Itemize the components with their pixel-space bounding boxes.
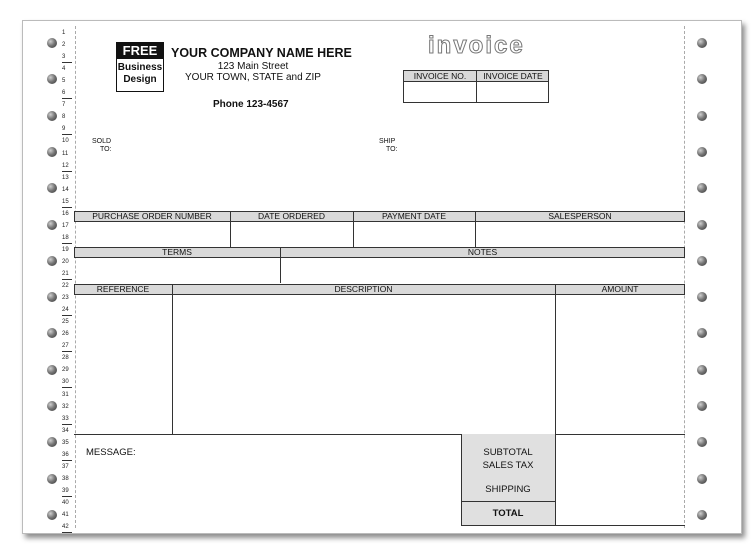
line-number: 3	[62, 54, 66, 61]
company-phone: Phone 123-4567	[213, 99, 289, 110]
line-number: 14	[62, 186, 69, 193]
tractor-hole-left	[47, 256, 57, 266]
invoice-date-label: INVOICE DATE	[483, 71, 543, 81]
date-ordered-header: DATE ORDERED	[258, 211, 325, 221]
left-perforation	[75, 26, 76, 528]
logo-free: FREE	[117, 43, 163, 59]
line-number-tick	[62, 207, 72, 208]
line-number: 7	[62, 102, 66, 109]
line-number: 17	[62, 222, 69, 229]
line-number-tick	[62, 279, 72, 280]
line-number: 16	[62, 210, 69, 217]
tractor-hole-left	[47, 111, 57, 121]
tractor-hole-left	[47, 38, 57, 48]
tractor-hole-right	[697, 401, 707, 411]
ship-to-label-1: SHIP	[379, 138, 396, 145]
line-number: 36	[62, 451, 69, 458]
tractor-hole-right	[697, 474, 707, 484]
line-number: 10	[62, 138, 69, 145]
line-number: 2	[62, 42, 66, 49]
line-number: 27	[62, 343, 69, 350]
line-number-tick	[62, 315, 72, 316]
line-number: 23	[62, 295, 69, 302]
tractor-hole-right	[697, 365, 707, 375]
item-divider-2	[555, 284, 556, 525]
tractor-hole-right	[697, 328, 707, 338]
tractor-hole-left	[47, 437, 57, 447]
item-divider-1	[172, 284, 173, 434]
tractor-hole-right	[697, 256, 707, 266]
line-number-tick	[62, 424, 72, 425]
logo	[116, 42, 164, 92]
item-bottom-line	[74, 434, 685, 435]
line-number: 21	[62, 271, 69, 277]
right-perforation	[684, 26, 685, 528]
terms-header: TERMS	[162, 247, 192, 257]
line-number-tick	[62, 62, 72, 63]
line-number: 37	[62, 463, 69, 470]
tractor-hole-right	[697, 74, 707, 84]
tractor-hole-left	[47, 292, 57, 302]
line-number: 38	[62, 475, 69, 482]
subtotal-label: SUBTOTAL	[483, 447, 533, 458]
tractor-hole-right	[697, 111, 707, 121]
company-city: YOUR TOWN, STATE and ZIP	[185, 72, 321, 83]
line-number: 9	[62, 126, 66, 133]
total-label: TOTAL	[492, 508, 524, 519]
tractor-hole-right	[697, 292, 707, 302]
tractor-hole-left	[47, 474, 57, 484]
sales-tax-label: SALES TAX	[482, 460, 534, 471]
line-number: 8	[62, 114, 66, 121]
line-number: 18	[62, 234, 69, 241]
sold-to-label-1: SOLD	[92, 138, 112, 145]
order-divider-1	[230, 211, 231, 247]
line-number: 4	[62, 66, 66, 73]
amount-header: AMOUNT	[601, 284, 639, 294]
line-number: 5	[62, 78, 66, 85]
line-number-tick	[62, 351, 72, 352]
tractor-hole-left	[47, 147, 57, 157]
line-number: 25	[62, 319, 69, 326]
tractor-hole-left	[47, 183, 57, 193]
line-number: 29	[62, 367, 69, 374]
line-number-tick	[62, 532, 72, 533]
line-number: 31	[62, 391, 69, 398]
line-number: 19	[62, 246, 69, 253]
line-number: 35	[62, 439, 69, 446]
terms-divider	[280, 247, 281, 283]
tractor-hole-left	[47, 74, 57, 84]
company-street: 123 Main Street	[217, 61, 289, 72]
total-divider	[461, 501, 555, 502]
line-number: 34	[62, 427, 69, 434]
line-number: 11	[62, 150, 69, 157]
line-number: 42	[62, 524, 69, 531]
line-number: 6	[62, 90, 66, 97]
line-number: 28	[62, 355, 69, 362]
line-number: 39	[62, 487, 69, 494]
order-divider-3	[475, 211, 476, 247]
tractor-hole-right	[697, 147, 707, 157]
line-number-tick	[62, 243, 72, 244]
line-number: 40	[62, 499, 69, 506]
total-bottom-line	[461, 525, 685, 526]
logo-business: Business	[117, 62, 163, 73]
notes-header: NOTES	[467, 247, 498, 257]
line-number: 13	[62, 174, 69, 181]
line-number: 30	[62, 379, 69, 386]
line-number-tick	[62, 171, 72, 172]
line-number: 24	[62, 307, 69, 314]
tractor-hole-left	[47, 510, 57, 520]
line-number-tick	[62, 98, 72, 99]
tractor-hole-left	[47, 328, 57, 338]
line-number: 20	[62, 258, 69, 265]
order-divider-2	[353, 211, 354, 247]
payment-date-header: PAYMENT DATE	[381, 211, 447, 221]
tractor-hole-right	[697, 510, 707, 520]
salesperson-header: SALESPERSON	[548, 211, 612, 221]
line-number-tick	[62, 387, 72, 388]
tractor-hole-right	[697, 437, 707, 447]
shipping-label: SHIPPING	[485, 484, 531, 495]
line-number: 22	[62, 283, 69, 290]
tractor-hole-left	[47, 220, 57, 230]
line-number: 1	[62, 30, 66, 36]
invoice-box-divider	[476, 70, 477, 103]
tractor-hole-right	[697, 38, 707, 48]
line-number: 12	[62, 162, 69, 169]
logo-design: Design	[123, 74, 157, 85]
invoice-no-label: INVOICE NO.	[413, 71, 467, 81]
tractor-hole-left	[47, 401, 57, 411]
line-number-tick	[62, 460, 72, 461]
line-number: 26	[62, 331, 69, 338]
line-number: 33	[62, 415, 69, 422]
invoice-title: invoice	[428, 32, 525, 59]
message-label: MESSAGE:	[86, 447, 136, 458]
reference-header: REFERENCE	[96, 284, 150, 294]
tractor-hole-right	[697, 220, 707, 230]
tractor-hole-right	[697, 183, 707, 193]
po-number-header: PURCHASE ORDER NUMBER	[92, 211, 212, 221]
company-name: YOUR COMPANY NAME HERE	[171, 46, 352, 60]
description-header: DESCRIPTION	[334, 284, 393, 294]
line-number-tick	[62, 496, 72, 497]
line-number-tick	[62, 134, 72, 135]
line-number: 32	[62, 403, 69, 410]
ship-to-label-2: TO:	[386, 146, 398, 153]
line-number: 15	[62, 198, 69, 205]
sold-to-label-2: TO:	[100, 146, 112, 153]
tractor-hole-left	[47, 365, 57, 375]
line-number: 41	[62, 512, 69, 518]
